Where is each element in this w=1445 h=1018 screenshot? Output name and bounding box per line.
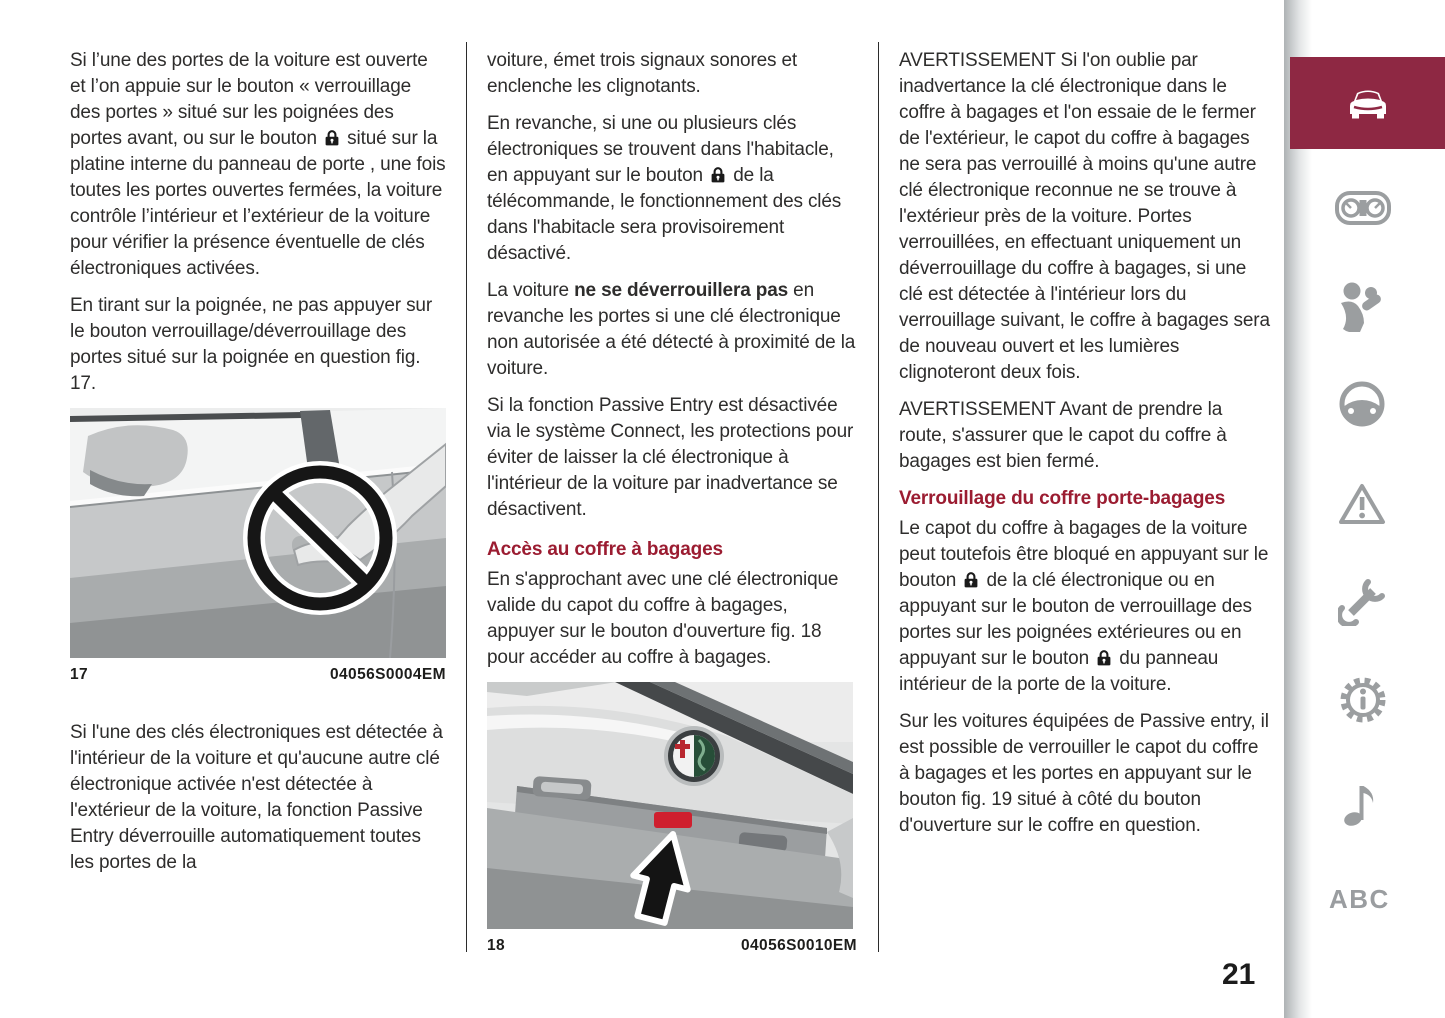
car-front-icon	[1342, 84, 1394, 122]
section-heading-acces-coffre: Accès au coffre à bagages	[487, 539, 723, 560]
warning-triangle-icon	[1338, 482, 1386, 526]
instrument-cluster-icon	[1334, 188, 1392, 228]
sidebar-tab-technical-info	[1338, 675, 1388, 730]
paragraph	[487, 278, 857, 382]
steering-wheel-icon	[1338, 380, 1386, 428]
column-left	[70, 48, 446, 887]
lock-icon	[711, 167, 725, 183]
paragraph: En tirant sur la poignée, ne pas appuyer sur le bouton verrouillage/déverrouillage des portes situé sur la poignée en question fig. 17.	[70, 295, 433, 394]
column-middle	[487, 48, 857, 959]
lock-icon	[325, 130, 339, 146]
text-segment: de la télécommande, le fonctionnement des clés dans l'habitacle sera provisoirement désactivé.	[487, 165, 842, 264]
column-divider	[466, 42, 467, 952]
figure-17	[70, 408, 446, 688]
figure-18-trunk-illustration	[487, 682, 853, 929]
paragraph: En s'approchant avec une clé électronique valide du capot du coffre à bagages, appuyer sur le bouton d'ouverture fig. 18 pour accéder au coffre à bagages.	[487, 569, 839, 668]
figure-number: 17	[70, 666, 89, 683]
figure-code: 04056S0010EM	[741, 937, 857, 954]
figure-18-caption	[487, 933, 857, 959]
gear-info-icon	[1338, 675, 1388, 725]
page-edge-shadow	[1284, 0, 1312, 1018]
lock-icon	[964, 572, 978, 588]
lock-icon	[1097, 650, 1111, 666]
figure-number: 18	[487, 937, 506, 954]
sidebar-tab-vehicle-active	[1290, 57, 1445, 149]
trunk-open-button	[654, 812, 692, 828]
paragraph: AVERTISSEMENT Avant de prendre la route, s'assurer que le capot du coffre à bagages est bien fermé.	[899, 399, 1227, 472]
column-divider	[878, 42, 879, 952]
figure-18	[487, 682, 857, 959]
paragraph	[70, 48, 446, 282]
airbag-icon	[1338, 280, 1384, 332]
text-segment: La voiture	[487, 280, 575, 301]
sidebar-tab-safety	[1338, 280, 1384, 337]
figure-17-door-handle-illustration	[70, 408, 446, 658]
text-segment: En revanche, si une ou plusieurs clés électroniques se trouvent dans l'habitacle, en appuyant sur le bouton	[487, 113, 834, 186]
paragraph	[487, 111, 857, 267]
sidebar-tab-multimedia	[1342, 780, 1376, 833]
paragraph: Si la fonction Passive Entry est désactivée via le système Connect, les protections pour éviter de laisser la clé électronique à l'intérieur de la voiture par inadvertance se désactivent.	[487, 395, 854, 520]
figure-code: 04056S0004EM	[330, 666, 446, 683]
music-note-icon	[1342, 780, 1376, 828]
wrench-icon	[1338, 578, 1386, 626]
text-segment: de la clé électronique ou en appuyant sur le bouton de verrouillage des portes sur les poignées extérieures ou en appuyant sur le bouton	[899, 570, 1252, 669]
page-number: 21	[1222, 958, 1256, 991]
paragraph: Sur les voitures équipées de Passive entry, il est possible de verrouiller le capot du coffre à bagages et les portes en appuyant sur le bouton fig. 19 situé à côté du bouton d'ouverture sur le coffre en question.	[899, 711, 1269, 836]
section-heading-verrouillage-coffre: Verrouillage du coffre porte-bagages	[899, 488, 1226, 509]
text-segment: du panneau intérieur de la porte de la voiture.	[899, 648, 1219, 695]
paragraph	[899, 516, 1272, 698]
paragraph: voiture, émet trois signaux sonores et enclenche les clignotants.	[487, 50, 798, 97]
paragraph: AVERTISSEMENT Si l'on oublie par inadvertance la clé électronique dans le coffre à bagages et l'on essaie de le fermer de l'extérieur, le capot du coffre à bagages ne sera pas verrouillé à moins qu'une autre clé électronique reconnue ne se trouve à l'extérieur près de la voiture. Portes verrouillées, en effectuant uniquement un déverrouillage du coffre à bagages, si une clé est détectée à l'intérieur lors du verrouillage suivant, le coffre à bagages sera de nouveau ouvert et les lumières clignoteront deux fois.	[899, 50, 1270, 383]
bold-text: ne se déverrouillera pas	[574, 280, 789, 301]
sidebar-tab-maintenance	[1338, 578, 1386, 631]
column-right	[899, 48, 1272, 850]
sidebar-tab-instruments	[1334, 188, 1392, 233]
text-segment: en revanche les portes si une clé électronique non autorisée a été détecté à proximité de la voiture.	[487, 280, 856, 379]
sidebar-tab-driving	[1338, 380, 1386, 433]
paragraph: Si l'une des clés électroniques est détectée à l'intérieur de la voiture et qu'aucune autre clé électronique activée n'est détectée à l'extérieur de la voiture, la fonction Passive Entry déverrouille automatiquement toutes les portes de la	[70, 722, 443, 873]
text-segment: Le capot du coffre à bagages de la voiture peut toutefois être bloqué en appuyant sur le bouton	[899, 518, 1269, 591]
text-segment: situé sur la platine interne du panneau de porte , une fois toutes les portes ouvertes fermées, la voiture contrôle l’intérieur et l’extérieur de la voiture pour vérifier la présence éventuelle de clés électroniques activées.	[70, 128, 446, 279]
sidebar-tab-index-abc: ABC	[1329, 884, 1390, 914]
text-segment: Si l’une des portes de la voiture est ouverte et l’on appuie sur le bouton « verrouillage des portes » situé sur les poignées des portes avant, ou sur le bouton	[70, 50, 428, 149]
sidebar-tab-emergency	[1338, 482, 1386, 531]
figure-17-caption	[70, 662, 446, 688]
